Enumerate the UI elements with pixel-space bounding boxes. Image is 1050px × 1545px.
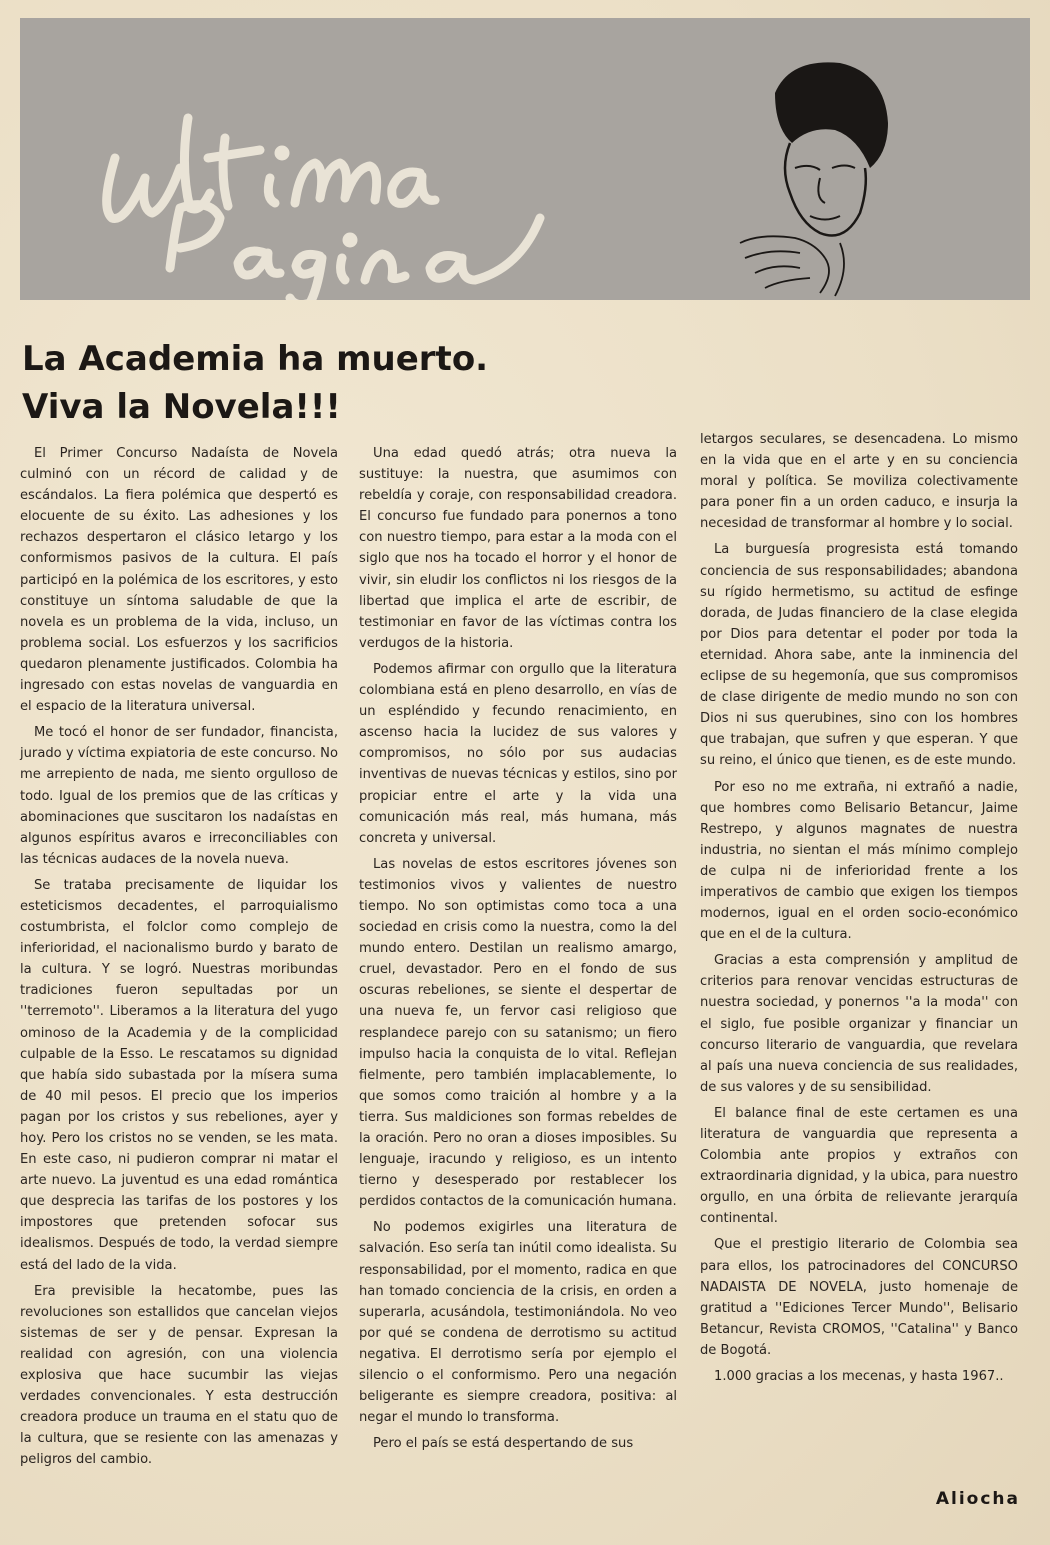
article-column-2 — [359, 443, 677, 1459]
paragraph: Por eso no me extraña, ni extrañó a nadie, que hombres como Belisario Betancur, Jaime Restrepo, y algunos magnates de nuestra industria, no sientan el más mínimo complejo de culpa ni de inferioridad frente a los imperativos de cambio que exigen los tiempos modernos, igual en el orden socio-económico que en el de la cultura. — [700, 779, 1018, 943]
paragraph: Las novelas de estos escritores jóvenes son testimonios vivos y valientes de nuestro tiempo. No son optimistas como toca a una sociedad en crisis como la nuestra, como la del mundo entero. Destilan un realismo amargo, cruel, devastador. Pero en el fondo de sus oscuras rebeliones, se siente el despertar de una nueva fe, un fervor casi religioso que resplandece parejo con su satanismo; un fiero impulso hacia la conquista de lo vital. Reflejan fielmente, pero también implacablemente, lo que somos como traición al hombre y a la tierra. Sus maldiciones son formas rebeldes de la oración. Pero no oran a dioses imposibles. Su lenguaje, iracundo y religioso, es un intento tierno y desesperado por restablecer los perdidos contactos de la comunicación humana. — [359, 856, 677, 1210]
paragraph: Se trataba precisamente de liquidar los esteticismos decadentes, el parroquialismo costumbrista, el folclor como complejo de inferioridad, el nacionalismo burdo y barato de la cultura. Y se logró. Nuestras moribundas tradiciones fueron sepultadas por un ''terremoto''. Liberamos a la literatura del yugo ominoso de la Academia y de la complicidad culpable de la Esso. Le rescatamos su dignidad que había sido subastada por la mísera suma de 40 mil pesos. El precio que los imperios pagan por los cristos y sus rebeliones, ayer y hoy. Pero los cristos no se venden, se les mata. En este caso, ni pudieron comprar ni matar el arte nuevo. La juventud es una edad romántica que desprecia las tarifas de los postores y los impostores que pretenden sofocar sus idealismos. Después de todo, la verdad siempre está del lado de la vida. — [20, 877, 338, 1273]
paragraph: 1.000 gracias a los mecenas, y hasta 1967.. — [714, 1369, 1004, 1385]
section-banner — [20, 18, 1030, 300]
paragraph: El Primer Concurso Nadaísta de Novela culminó con un récord de calidad y de escándalos. La fiera polémica que despertó es elocuente de su éxito. Las adhesiones y los rechazos despertaron el clásico letargo y los conformismos pasivos de la cultura. El país participó en la polémica de los escritores, y esto constituye un síntoma saludable de que la novela es un problema de la vida, incluso, un problema social. Los esfuerzos y los sacrificios quedaron plenamente justificados. Colombia ha ingresado con estas novelas de vanguardia en el espacio de la literatura universal. — [20, 446, 338, 715]
paragraph: Gracias a esta comprensión y amplitud de criterios para renovar vencidas estructuras de nuestra sociedad, y ponernos ''a la moda'' con el siglo, fue posible organizar y financiar un concurso literario de vanguardia, que revelara al país una nueva conciencia de sus realidades, de sus valores y de su sensibilidad. — [700, 953, 1018, 1095]
paragraph: Una edad quedó atrás; otra nueva la sustituye: la nuestra, que asumimos con rebeldía y coraje, con responsabilidad creadora. El concurso fue fundado para ponernos a tono con nuestro tiempo, para estar a la moda con el siglo que nos ha tocado el horror y el honor de vivir, sin eludir los conflictos ni los riesgos de la libertad que implica el arte de escribir, de testimoniar en favor de las víctimas contra los verdugos de la historia. — [359, 446, 677, 651]
paragraph: letargos seculares, se desencadena. Lo mismo en la vida que en el arte y en su conciencia moral y política. Se moviliza colectivamente para poner fin a un orden caduco, e insurja la necesidad de transformar al hombre y lo social. — [700, 432, 1018, 532]
paragraph: Era previsible la hecatombe, pues las revoluciones son estallidos que cancelan viejos sistemas de ser y de pensar. Expresan la realidad con agresión, con una violencia explosiva que hace sucumbir las viejas verdades convencionales. Y esta destrucción creadora produce un trauma en el statu quo de la cultura, que se resiente con las amenazas y peligros del cambio. — [20, 1283, 338, 1468]
banner-artwork — [20, 18, 1030, 300]
caricature-portrait-icon — [740, 62, 888, 296]
paragraph: No podemos exigirles una literatura de salvación. Eso sería tan inútil como idealista. Su responsabilidad, por el momento, radica en que han tomado conciencia de la crisis, en orden a superarla, acusándola, testimoniándola. No veo por qué se condena de derrotismo su actitud negativa. El derrotismo sería por ejemplo el silencio o el conformismo. Pero una negación beligerante es siempre creadora, positiva: al negar el mundo lo transforma. — [359, 1220, 677, 1426]
paragraph: Me tocó el honor de ser fundador, financista, jurado y víctima expiatoria de este concurso. No me arrepiento de nada, me siento orgulloso de todo. Igual de los premios que de las críticas y abominaciones que suscitaron los nadaístas en algunos espíritus avaros e irreconciliables con las técnicas audaces de la novela nueva. — [20, 725, 338, 867]
paragraph: Podemos afirmar con orgullo que la literatura colombiana está en pleno desarrollo, en vías de un espléndido y fecundo renacimiento, en ascenso hacia la lucidez de sus valores y compromisos, no sólo por sus audacias inventivas de nuevas técnicas y estilos, sino por propiciar entre el arte y la vida una comunicación más real, más humana, más concreta y universal. — [359, 661, 677, 846]
article-column-3 — [700, 429, 1018, 1392]
paragraph: Que el prestigio literario de Colombia sea para ellos, los patrocinadores del CONCURSO NADAISTA DE NOVELA, justo homenaje de gratitud a ''Ediciones Tercer Mundo'', Belisario Betancur, Revista CROMOS, ''Catalina'' y Banco de Bogotá. — [700, 1237, 1018, 1358]
headline-line-2: Viva la Novela!!! — [22, 387, 341, 427]
article-headline — [22, 335, 722, 431]
paragraph: El balance final de este certamen es una literatura de vanguardia que representa a Colombia ante propios y extraños con extraordinaria dignidad, y la ubica, para nuestro orgullo, en una órbita de relievante jerarquía continental. — [700, 1105, 1018, 1227]
author-signature: Aliocha — [935, 1489, 1020, 1509]
banner-title-lettering — [107, 118, 540, 300]
headline-line-1: La Academia ha muerto. — [22, 339, 489, 379]
paragraph: Pero el país se está despertando de sus — [373, 1436, 634, 1452]
article-column-1 — [20, 443, 338, 1476]
paragraph: La burguesía progresista está tomando conciencia de sus responsabilidades; abandona su rígido hermetismo, su actitud de esfinge dorada, de Judas financiero de la clase elegida por Dios para detentar el poder por toda la eternidad. Ahora sabe, ante la inminencia del eclipse de su hegemonía, que sus compromisos de clase dirigente de medio mundo no son con Dios ni sus querubines, sino con los hombres que trabajan, que sufren y que esperan. Y que su reino, el único que tienen, es de este mundo. — [700, 542, 1018, 769]
